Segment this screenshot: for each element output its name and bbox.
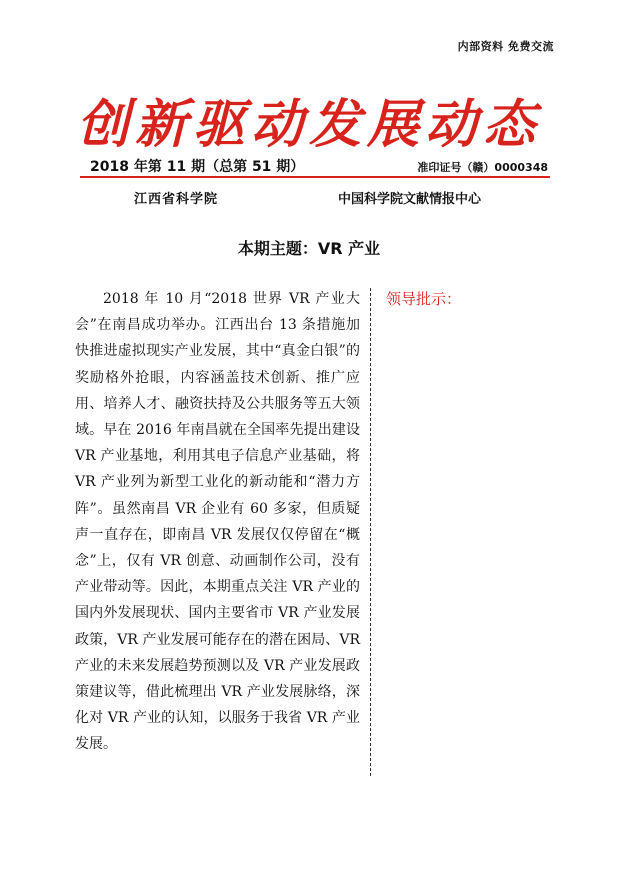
confidential-note: 内部资料 免费交流 bbox=[457, 40, 554, 53]
issue-number: 2018 年第 11 期（总第 51 期） bbox=[90, 159, 305, 175]
publisher-right: 中国科学院文献情报中心 bbox=[338, 192, 482, 207]
approval-label: 领导批示： bbox=[386, 290, 462, 308]
body-paragraph: 2018 年 10 月“2018 世界 VR 产业大会”在南昌成功举办。江西出台 13 条措施加快推进虚拟现实产业发展，其中“真金白银”的奖励格外抢眼，内容涵盖技术创新、推广应用、培养人才、融资扶持及公共服务等五大领域。早在 2016 年南昌就在全国率先提出建设 VR 产业基地，利用其电子信息产业基础，将 VR 产业列为新型工业化的新动能和“潜力方阵”。虽然南昌 VR 企业有 60 多家，但质疑声一直存在，即南昌 VR 发展仅仅停留在“概念”上，仅有 VR 创意、动画制作公司，没有产业带动等。因此，本期重点关注 VR 产业的国内外发展现状、国内主要省市 VR 产业发展政策，VR 产业发展可能存在的潜在困局、VR 产业的未来发展趋势预测以及 VR 产业发展政策建议等，借此梳理出 VR 产业发展脉络，深化对 VR 产业的认知，以服务于我省 VR 产业发展。 bbox=[75, 291, 360, 753]
issue-theme: 本期主题：VR 产业 bbox=[237, 239, 381, 258]
publisher-left: 江西省科学院 bbox=[134, 192, 219, 207]
masthead-title: 创新驱动发展动态 bbox=[76, 94, 541, 155]
header-divider bbox=[80, 176, 550, 178]
column-divider bbox=[370, 288, 371, 776]
permit-number: 准印证号（赣）0000348 bbox=[417, 161, 548, 174]
